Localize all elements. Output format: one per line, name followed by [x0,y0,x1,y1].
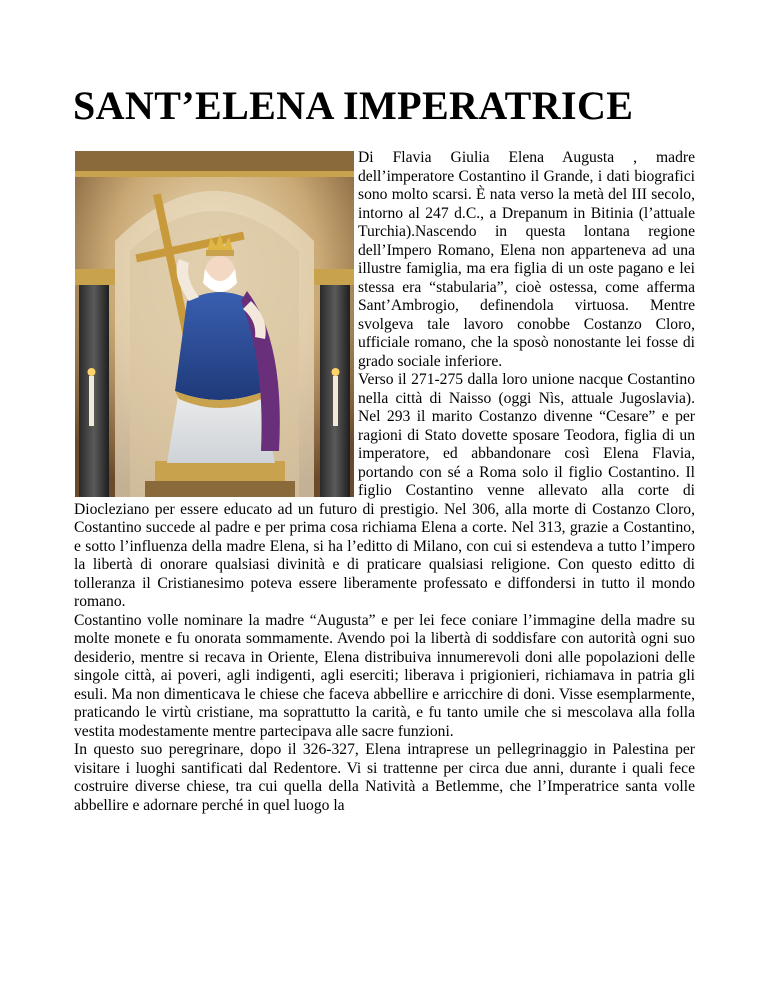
document-body [74,149,695,815]
paragraph-costantino: Verso il 271-275 dalla loro unione nacque Costantino nella città di Naisso (oggi Nìs, attuale Jugoslavia). Nel 293 il marito Costanzo divenne “Cesare” e per ragioni di Stato dovette sposare Teodora, figlia di un imperatore, ed abbandonare così Elena Flavia, portando con sé a Roma solo il figlio Costantino. Il figlio Costantino venne allevato alla corte di Diocleziano per essere educato ad un futuro di prestigio. Nel 306, alla morte di Costanzo Cloro, Costantino succede al padre e per prima cosa richiama Elena a corte. Nel 313, grazie a Costantino, e sotto l’influenza della madre Elena, si ha l’editto di Milano, con cui si estendeva a tutto l’impero la libertà di onorare qualsiasi divinità e di praticare qualsiasi religione. Con questo editto di tolleranza il Cristianesimo poteva essere liberamente professato e diffondersi in tutto il mondo romano. [74,371,695,610]
paragraph-intro: Di Flavia Giulia Elena Augusta , madre dell’imperatore Costantino il Grande, i dati biografici sono molto scarsi. È nata verso la metà del III secolo, intorno al 247 d.C., a Drepanum in Bitinia (l’attuale Turchia).Nascendo in questa lontana regione dell’Impero Romano, Elena non apparteneva ad una illustre famiglia, ma era figlia di un oste pagano e lei stessa era “stabularia”, cioè ostessa, come afferma Sant’Ambrogio, definendola virtuosa. Mentre svolgeva tale lavoro conobbe Costanzo Cloro, ufficiale romano, che la sposò nonostante lei fosse di grado sociale inferiore. [358,149,695,370]
saint-helena-statue-photo [75,151,354,497]
document-title: SANT’ELENA IMPERATRICE [73,83,634,128]
paragraph-pellegrinaggio: In questo suo peregrinare, dopo il 326-327, Elena intraprese un pellegrinaggio in Palestina per visitare i luoghi santificati dal Redentore. Vi si trattenne per circa due anni, durante i quali fece costruire diverse chiese, tra cui quella della Natività a Betlemme, che l’Imperatrice santa volle abbellire e adornare perché in quel luogo la [74,741,695,814]
paragraph-augusta: Costantino volle nominare la madre “Augusta” e per lei fece coniare l’immagine della madre su molte monete e fu onorata sommamente. Avendo poi la libertà di soddisfare con autorità ogni suo desiderio, mentre si recava in Oriente, Elena distribuiva innumerevoli doni alle popolazioni delle singole città, ai poveri, agli indigenti, agli eserciti; liberava i prigionieri, richiamava in patria gli esuli. Ma non dimenticava le chiese che faceva abbellire e arricchire di doni. Visse esemplarmente, praticando le virtù cristiane, ma soprattutto la carità, e fu tanto umile che si mescolava alla folla vestita modestamente mentre partecipava alle sacre funzioni. [74,611,695,740]
